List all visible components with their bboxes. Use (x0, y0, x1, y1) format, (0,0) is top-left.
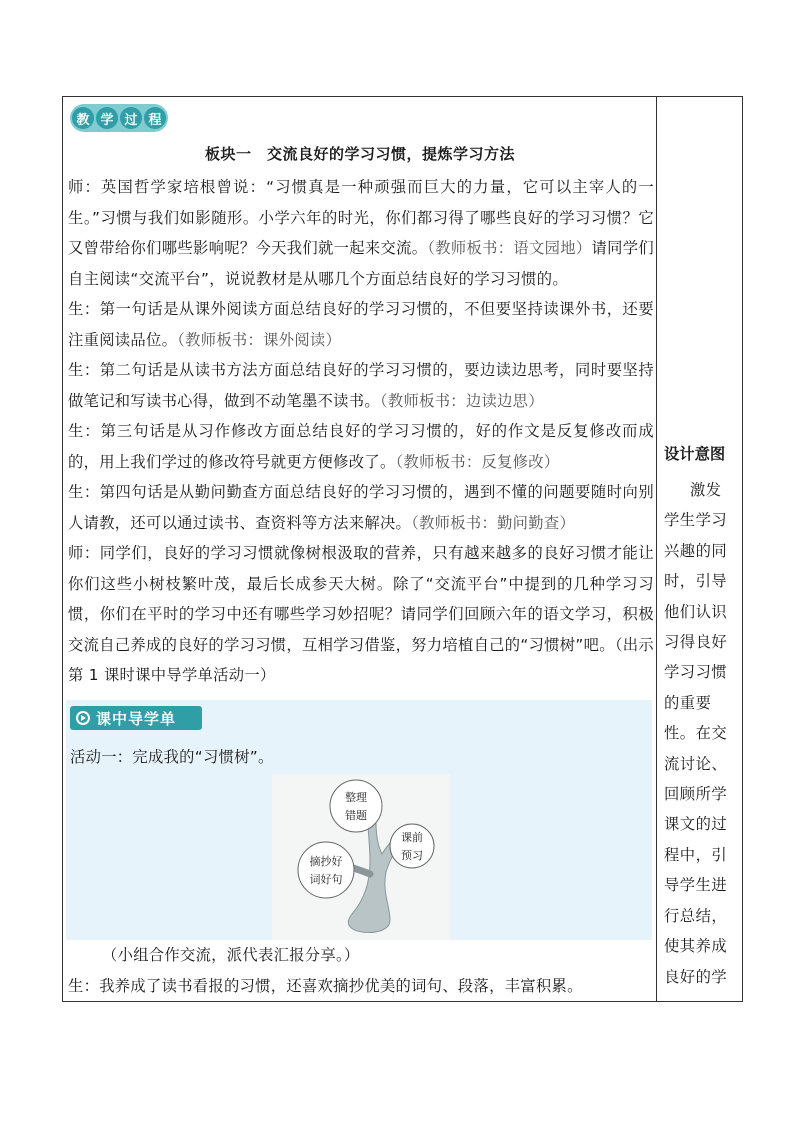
paragraph-student-4 (68, 477, 654, 538)
group-note: （小组合作交流，派代表汇报分享。） (102, 946, 360, 964)
speaker-label: 生： (68, 300, 100, 318)
paragraph-student-last (68, 974, 583, 996)
badge-char: 过 (120, 107, 142, 129)
board-note: （教师板书：反复修改） (395, 452, 560, 471)
section-title: 板块一 交流良好的学习习惯，提炼学习方法 (204, 145, 515, 163)
paragraph-student-2 (68, 355, 654, 416)
speaker-label: 生： (68, 977, 100, 995)
leaf-label: 整理 (345, 791, 367, 804)
activity-prompt: 活动一：完成我的“习惯树”。 (70, 748, 274, 766)
paragraph-student-1 (68, 294, 654, 355)
paragraph-text: 我养成了读书看报的习惯，还喜欢摘抄优美的词句、段落，丰富积累。 (99, 977, 583, 995)
paragraph-text: 第二句话是从读书方法方面总结良好的学习习惯的，要边读边思考，同时要坚持做笔记和写读书心得，做到不动笔墨不读书。 (68, 361, 654, 410)
design-intent-text: 激发学生学习兴趣的同时，引导他们认识习得良好学习习惯的重要性。在交流讨论、回顾所学课文的过程中，引导学生进行总结，使其养成良好的学 (664, 481, 728, 986)
guide-sheet-title: 课中导学单 (96, 709, 177, 728)
guide-sheet-tab (70, 706, 202, 730)
board-note: （教师板书：边读边思） (379, 391, 544, 410)
speaker-label: 师： (68, 178, 102, 196)
leaf-label: 预习 (401, 849, 423, 862)
design-intent-title: 设计意图 (664, 445, 726, 463)
leaf-label: 错题 (345, 809, 367, 822)
paragraph-text: 英国哲学家培根曾说：“习惯真是一种顽强而巨大的力量，它可以主宰人的一生。”习惯与我们如影随形。小学六年的时光，你们都习得了哪些良好的学习习惯？它又曾带给你们哪些影响呢？今天我们就一起来交流。 (68, 178, 654, 257)
paragraph-text: 同学们，良好的学习习惯就像树根汲取的营养，只有越来越多的良好习惯才能让你们这些小树枝繁叶茂，最后长成参天大树。除了“交流平台”中提到的几种学习习惯，你们在平时的学习中还有哪些学习妙招呢？请同学们回顾六年的语文学习，积极交流自己养成的良好的学习习惯，互相学习借鉴，努力培植自己的“习惯树”吧。 (68, 544, 654, 654)
badge-char: 学 (96, 107, 118, 129)
board-note: （出示第 1 课时课中导学单活动一） (68, 635, 654, 684)
teaching-process-badge (70, 104, 168, 132)
board-note: （教师板书：勤问勤查） (411, 513, 576, 532)
paragraph-tail: 请同学们自主阅读“交流平台”，说说教材是从哪几个方面总结良好的学习习惯的。 (68, 239, 654, 288)
habit-tree-svg (272, 774, 450, 940)
paragraph-student-3 (68, 416, 654, 477)
column-divider (656, 96, 657, 1002)
paragraph-text: 第三句话是从习作修改方面总结良好的学习习惯的，好的作文是反复修改而成的，用上我们学过的修改符号就更方便修改了。 (68, 422, 655, 471)
board-note: （教师板书：语文园地） (427, 239, 592, 257)
speaker-label: 师： (68, 544, 100, 562)
leaf-label: 词好句 (309, 873, 343, 886)
paragraph-teacher-intro (68, 172, 654, 294)
paragraph-text: 第四句话是从勤问勤查方面总结良好的学习习惯的，遇到不懂的问题要随时向别人请教，还可以通过读书、查资料等方法来解决。 (68, 483, 654, 532)
badge-char: 程 (144, 107, 166, 129)
leaf-label: 摘抄好 (309, 855, 343, 868)
habit-tree-figure (272, 774, 450, 940)
speaker-label: 生： (68, 483, 100, 501)
board-note: （教师板书：课外阅读） (177, 330, 342, 349)
badge-char: 教 (72, 107, 94, 129)
paragraph-text: 第一句话是从课外阅读方面总结良好的学习习惯的，不但要坚持读课外书，还要注重阅读品位。 (68, 300, 654, 349)
speaker-label: 生： (68, 361, 100, 379)
speaker-label: 生： (68, 422, 101, 440)
leaf-label: 课前 (401, 831, 423, 844)
play-circle-icon (76, 711, 90, 725)
paragraph-teacher-summary (68, 538, 654, 691)
